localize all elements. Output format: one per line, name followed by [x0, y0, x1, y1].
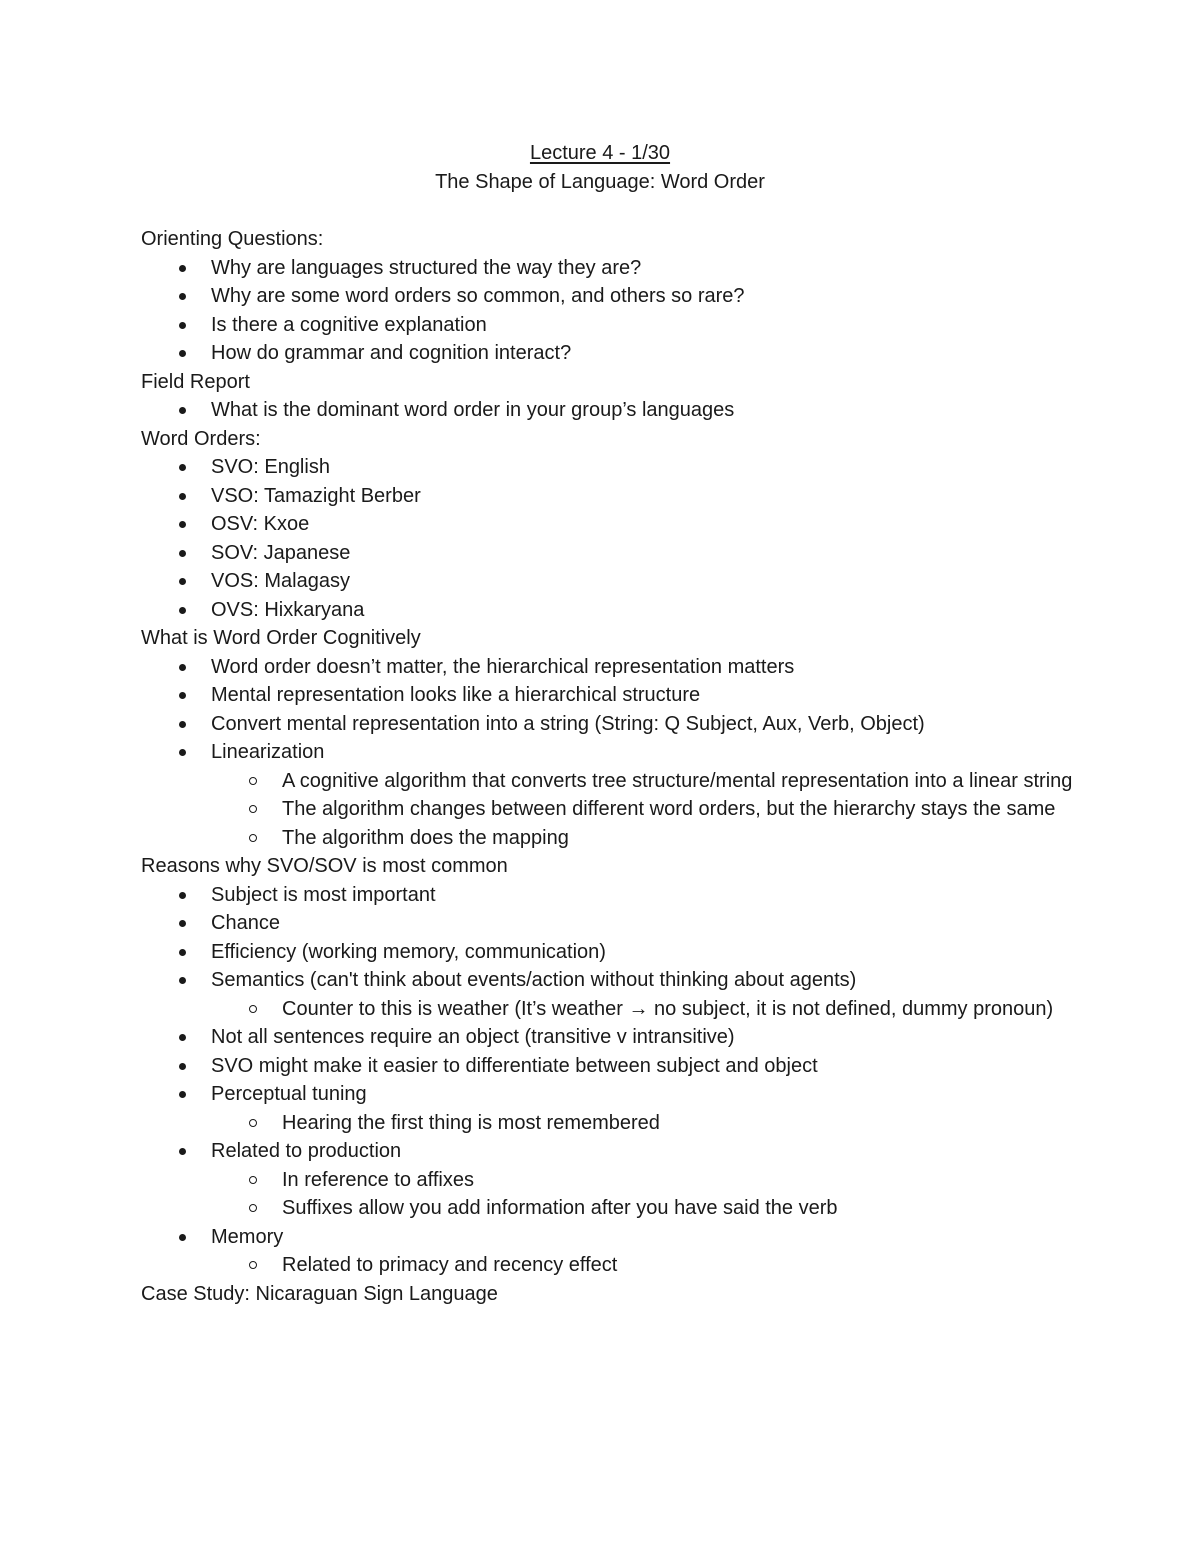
bullet-item: Word order doesn’t matter, the hierarchical representation matters: [141, 653, 1081, 682]
sub-bullet-item: Counter to this is weather (It’s weather → no subject, it is not defined, dummy pronoun): [141, 995, 1082, 1024]
bullet-item: Why are some word orders so common, and others so rare?: [141, 282, 1081, 311]
sub-bullet-item: Hearing the first thing is most remembered: [141, 1109, 1082, 1138]
bullet-item: What is the dominant word order in your group’s languages: [141, 396, 1081, 425]
sub-bullet-item: A cognitive algorithm that converts tree structure/mental representation into a linear string: [141, 767, 1082, 796]
bullet-item: Mental representation looks like a hierarchical structure: [141, 681, 1081, 710]
section-heading: Word Orders:: [141, 427, 261, 450]
sub-bullet-item: Suffixes allow you add information after you have said the verb: [141, 1194, 1082, 1223]
sub-bullet-item: The algorithm changes between different word orders, but the hierarchy stays the same: [141, 795, 1082, 824]
bullet-item: Memory: [141, 1223, 1081, 1252]
bullet-item: Convert mental representation into a string (String: Q Subject, Aux, Verb, Object): [141, 710, 1081, 739]
document-title: Lecture 4 - 1/30: [529, 142, 671, 164]
bullet-item: Why are languages structured the way they are?: [141, 254, 1081, 283]
bullet-item: OSV: Kxoe: [141, 510, 1081, 539]
sub-bullet-item: In reference to affixes: [141, 1166, 1082, 1195]
bullet-item: Is there a cognitive explanation: [141, 311, 1081, 340]
bullet-item: Chance: [141, 909, 1081, 938]
bullet-item: SOV: Japanese: [141, 539, 1081, 568]
bullet-item: SVO might make it easier to differentiate between subject and object: [141, 1052, 1081, 1081]
section-heading: Orienting Questions:: [141, 228, 324, 250]
document-subtitle: The Shape of Language: Word Order: [435, 171, 765, 193]
bullet-item: Subject is most important: [141, 881, 1081, 910]
section-heading: Field Report: [141, 370, 250, 393]
section-heading: Reasons why SVO/SOV is most common: [141, 855, 508, 877]
bullet-item: Linearization: [141, 738, 1081, 767]
bullet-item: VSO: Tamazight Berber: [141, 482, 1081, 511]
bullet-item: SVO: English: [141, 453, 1081, 482]
sub-bullet-item: The algorithm does the mapping: [141, 824, 1082, 853]
section-heading: What is Word Order Cognitively: [141, 627, 421, 649]
bullet-item: How do grammar and cognition interact?: [141, 339, 1081, 368]
bullet-item: Not all sentences require an object (transitive v intransitive): [141, 1023, 1081, 1052]
section-heading: Case Study: Nicaraguan Sign Language: [141, 1282, 498, 1305]
bullet-item: Semantics (can't think about events/action without thinking about agents): [141, 966, 1081, 995]
sub-bullet-item: Related to primacy and recency effect: [141, 1251, 1082, 1280]
bullet-item: Related to production: [141, 1137, 1081, 1166]
notes-body: [141, 225, 1081, 1308]
bullet-item: OVS: Hixkaryana: [141, 596, 1081, 625]
bullet-item: Perceptual tuning: [141, 1080, 1081, 1109]
bullet-item: VOS: Malagasy: [141, 567, 1081, 596]
bullet-item: Efficiency (working memory, communication): [141, 938, 1081, 967]
